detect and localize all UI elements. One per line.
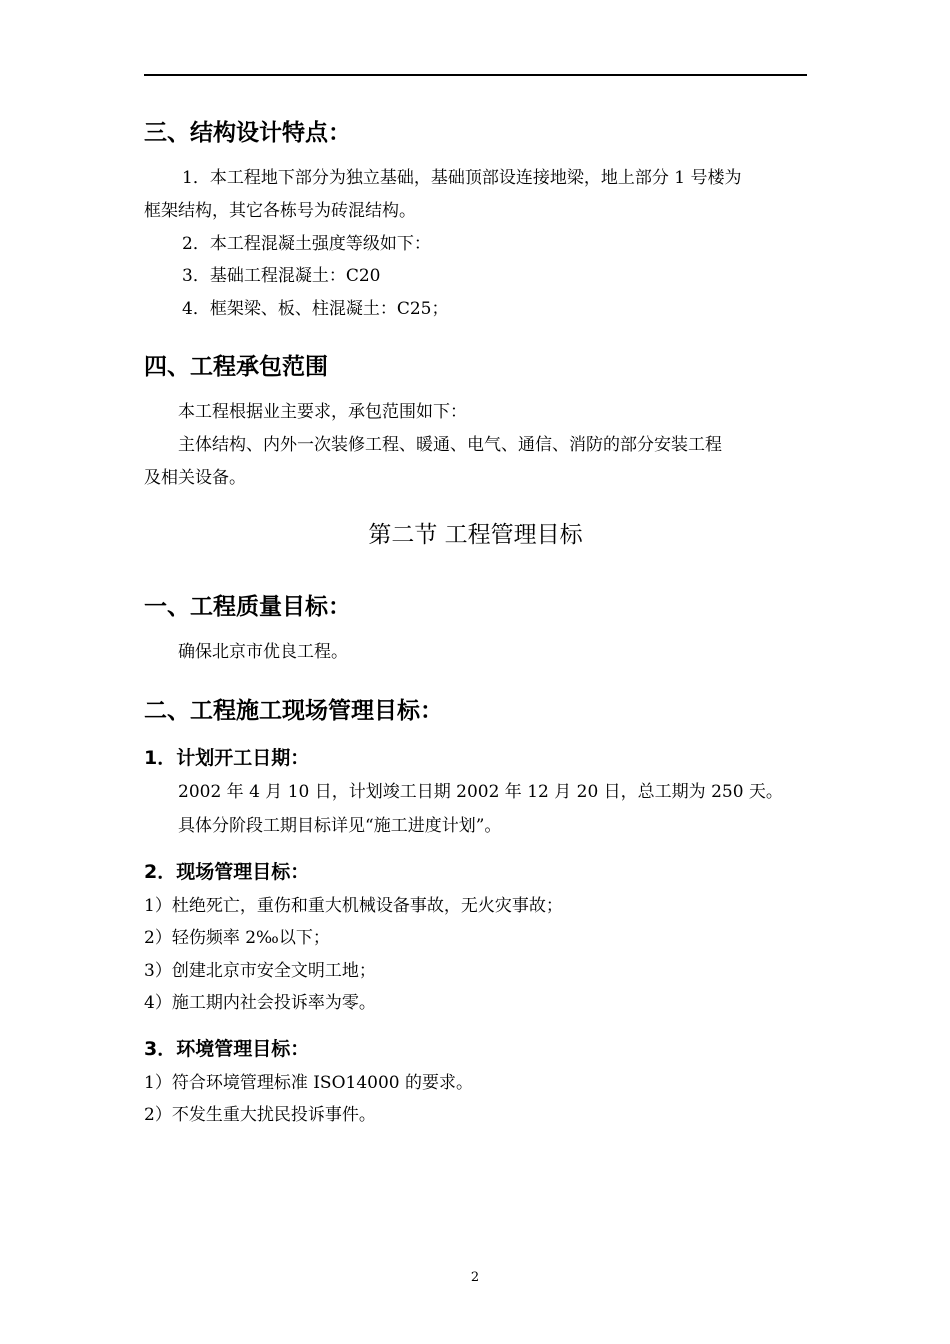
management-item-2: 2）轻伤频率 2‰以下； <box>144 928 330 948</box>
structure-item-1: 1．本工程地下部分为独立基础，基础顶部设连接地梁，地上部分 1 号楼为 <box>182 168 742 188</box>
environment-item-2: 2）不发生重大扰民投诉事件。 <box>144 1105 376 1125</box>
structure-item-1-cont: 框架结构，其它各栋号为砖混结构。 <box>144 201 416 221</box>
page-number: 2 <box>470 1270 480 1285</box>
environment-item-1: 1）符合环境管理标准 ISO14000 的要求。 <box>144 1073 474 1093</box>
scope-line-3: 及相关设备。 <box>144 468 246 488</box>
heading-structure-design: 三、结构设计特点： <box>144 120 351 146</box>
scope-line-2: 主体结构、内外一次装修工程、暖通、电气、通信、消防的部分安装工程 <box>178 435 722 455</box>
structure-item-4: 4．框架梁、板、柱混凝土：C25； <box>182 299 449 319</box>
heading-contract-scope: 四、工程承包范围 <box>144 354 328 380</box>
management-item-3: 3）创建北京市安全文明工地； <box>144 961 376 981</box>
management-item-1: 1）杜绝死亡，重伤和重大机械设备事故，无火灾事故； <box>144 896 563 916</box>
structure-item-2: 2．本工程混凝土强度等级如下： <box>182 234 431 254</box>
schedule-line-2: 具体分阶段工期目标详见“施工进度计划”。 <box>178 816 502 836</box>
heading-quality-goal: 一、工程质量目标： <box>144 594 351 620</box>
heading-site-management-goal: 二、工程施工现场管理目标： <box>144 698 443 724</box>
section-title: 第二节 工程管理目标 <box>368 522 583 548</box>
schedule-line-1: 2002 年 4 月 10 日，计划竣工日期 2002 年 12 月 20 日，总工期为 250 天。 <box>178 782 783 802</box>
structure-item-3: 3．基础工程混凝土：C20 <box>182 266 381 286</box>
heading-planned-start: 1．计划开工日期： <box>144 747 310 769</box>
header-rule <box>144 74 807 76</box>
heading-site-management: 2．现场管理目标： <box>144 861 310 883</box>
heading-environment-management: 3．环境管理目标： <box>144 1038 310 1060</box>
scope-line-1: 本工程根据业主要求，承包范围如下： <box>178 402 467 422</box>
management-item-4: 4）施工期内社会投诉率为零。 <box>144 993 376 1013</box>
quality-text: 确保北京市优良工程。 <box>178 642 348 662</box>
